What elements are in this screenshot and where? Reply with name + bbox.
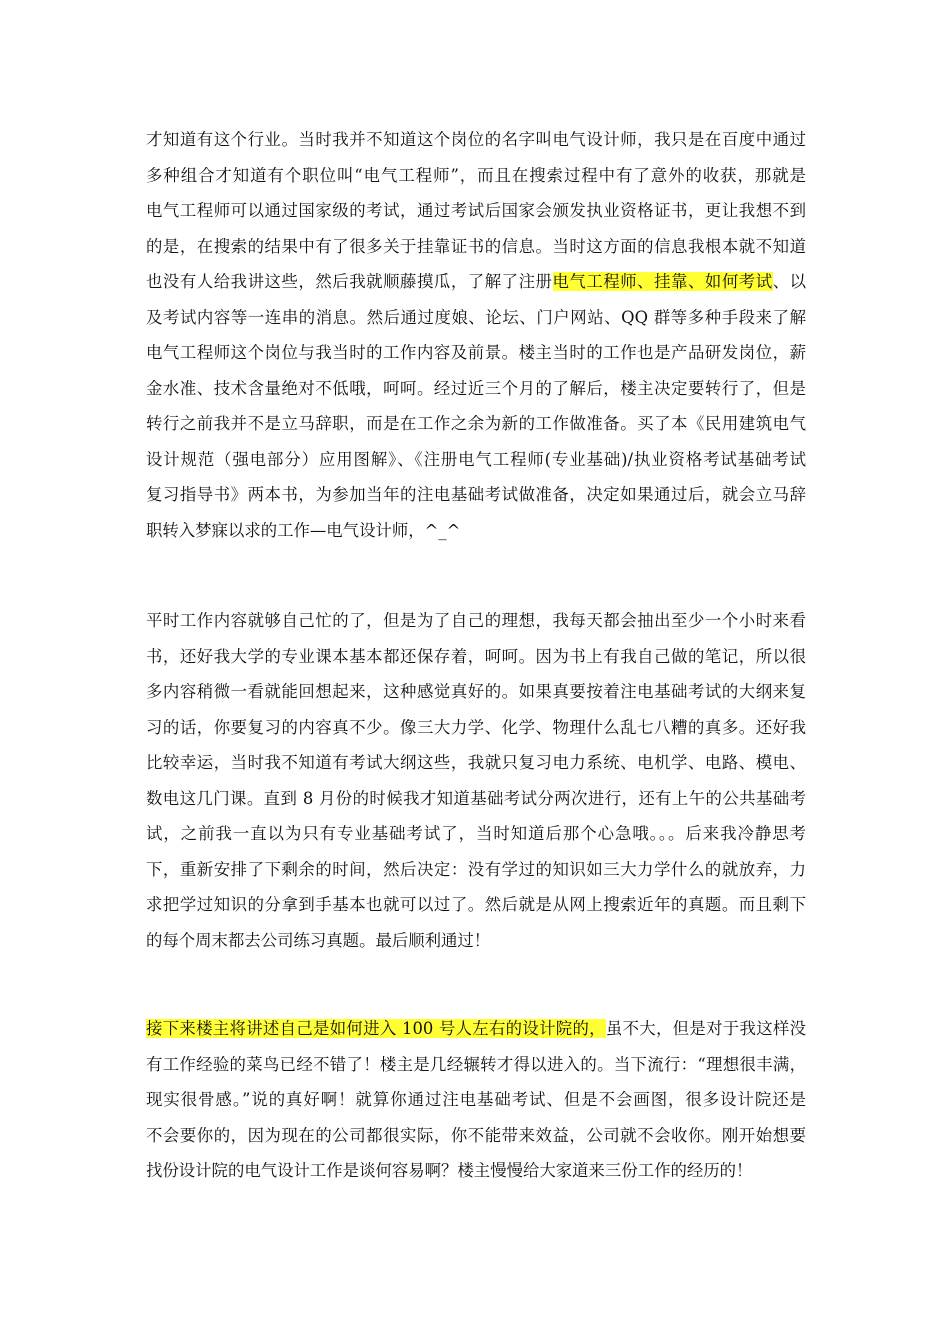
text-segment: 复习指导书》两本书，为参加当年的注电基础考试做准备，决定如果通过后，就会立马辞 bbox=[146, 485, 806, 504]
text-line bbox=[146, 1118, 806, 1154]
text-line bbox=[146, 158, 806, 194]
text-line bbox=[146, 816, 806, 852]
text-segment: 有工作经验的菜鸟已经不错了！楼主是几经辗转才得以进入的。当下流行：“理想很丰满， bbox=[146, 1054, 806, 1074]
text-segment: 设计规范（强电部分）应用图解》、《注册电气工程师(专业基础)/执业资格考试基础考试 bbox=[146, 449, 806, 469]
text-line bbox=[146, 513, 806, 549]
text-line bbox=[146, 371, 806, 407]
highlighted-text: 电气工程师、挂靠、如何考试 bbox=[552, 272, 773, 291]
text-segment: 的是，在搜索的结果中有了很多关于挂靠证书的信息。当时这方面的信息我根本就不知道 bbox=[146, 236, 806, 256]
text-segment: 平时工作内容就够自己忙的了，但是为了自己的理想，我每天都会抽出至少一个小时来看 bbox=[146, 611, 806, 630]
text-line bbox=[146, 1047, 806, 1083]
text-line bbox=[146, 1011, 806, 1047]
text-segment: 也没有人给我讲这些，然后我就顺藤摸瓜，了解了注册 bbox=[146, 272, 553, 291]
paragraph-3 bbox=[146, 1011, 806, 1189]
paragraph-1 bbox=[146, 122, 806, 548]
text-line bbox=[146, 745, 806, 781]
text-line bbox=[146, 1153, 806, 1189]
text-segment: 及考试内容等一连串的消息。然后通过度娘、论坛、门户网站、QQ 群等多种手段来了解 bbox=[146, 307, 806, 327]
text-segment: 转行之前我并不是立马辞职，而是在工作之余为新的工作做准备。买了本《民用建筑电气 bbox=[146, 414, 806, 433]
text-segment: 不会要你的，因为现在的公司都很实际，你不能带来效益，公司就不会收你。刚开始想要 bbox=[146, 1125, 806, 1145]
text-line bbox=[146, 923, 806, 959]
text-line bbox=[146, 300, 806, 336]
text-line bbox=[146, 442, 806, 478]
text-segment: 现实很骨感。”说的真好啊！就算你通过注电基础考试、但是不会画图，很多设计院还是 bbox=[146, 1090, 806, 1109]
text-line bbox=[146, 781, 806, 817]
text-segment: 比较幸运，当时我不知道有考试大纲这些，我就只复习电力系统、电机学、电路、模电、 bbox=[146, 753, 806, 772]
text-line bbox=[146, 122, 806, 158]
text-line bbox=[146, 603, 806, 639]
text-line bbox=[146, 852, 806, 888]
text-line bbox=[146, 674, 806, 710]
text-line bbox=[146, 710, 806, 746]
text-segment: 、以 bbox=[772, 272, 807, 291]
text-segment: 电气工程师这个岗位与我当时的工作内容及前景。楼主当时的工作也是产品研发岗位，薪 bbox=[146, 343, 806, 362]
text-line bbox=[146, 229, 806, 265]
text-line bbox=[146, 887, 806, 923]
text-line bbox=[146, 264, 806, 300]
text-line bbox=[146, 477, 806, 513]
text-segment: 习的话，你要复习的内容真不少。像三大力学、化学、物理什么乱七八糟的真多。还好我 bbox=[146, 717, 806, 737]
text-segment: 找份设计院的电气设计工作是谈何容易啊？楼主慢慢给大家道来三份工作的经历的！ bbox=[146, 1161, 753, 1180]
text-line bbox=[146, 639, 806, 675]
text-line bbox=[146, 335, 806, 371]
text-segment: 的每个周末都去公司练习真题。最后顺利通过！ bbox=[146, 930, 491, 950]
text-segment: 试，之前我一直以为只有专业基础考试了，当时知道后那个心急哦。。。后来我冷静思考 bbox=[146, 824, 806, 843]
text-segment: 电气工程师可以通过国家级的考试，通过考试后国家会颁发执业资格证书，更让我想不到 bbox=[146, 201, 806, 220]
text-segment: 金水准、技术含量绝对不低哦，呵呵。经过近三个月的了解后，楼主决定要转行了，但是 bbox=[146, 378, 806, 398]
text-segment: 多内容稍微一看就能回想起来，这种感觉真好的。如果真要按着注电基础考试的大纲来复 bbox=[146, 682, 806, 701]
text-segment: 职转入梦寐以求的工作—电气设计师，^_^ bbox=[146, 520, 461, 540]
highlighted-text: 接下来楼主将讲述自己是如何进入 100 号人左右的设计院的， bbox=[146, 1019, 606, 1038]
text-segment: 虽不大，但是对于我这样没 bbox=[605, 1019, 806, 1038]
text-line bbox=[146, 406, 806, 442]
text-segment: 才知道有这个行业。当时我并不知道这个岗位的名字叫电气设计师，我只是在百度中通过 bbox=[146, 130, 806, 149]
paragraph-2 bbox=[146, 603, 806, 958]
text-segment: 书，还好我大学的专业课本基本都还保存着，呵呵。因为书上有我自己做的笔记，所以很 bbox=[146, 646, 806, 666]
text-segment: 下，重新安排了下剩余的时间，然后决定：没有学过的知识如三大力学什么的就放弃，力 bbox=[146, 859, 806, 879]
text-segment: 多种组合才知道有个职位叫“电气工程师”，而且在搜索过程中有了意外的收获，那就是 bbox=[146, 165, 806, 185]
text-line bbox=[146, 1082, 806, 1118]
text-segment: 求把学过知识的分拿到手基本也就可以过了。然后就是从网上搜索近年的真题。而且剩下 bbox=[146, 895, 806, 914]
text-line bbox=[146, 193, 806, 229]
text-segment: 数电这几门课。直到 8 月份的时候我才知道基础考试分两次进行，还有上午的公共基础考 bbox=[146, 788, 806, 808]
